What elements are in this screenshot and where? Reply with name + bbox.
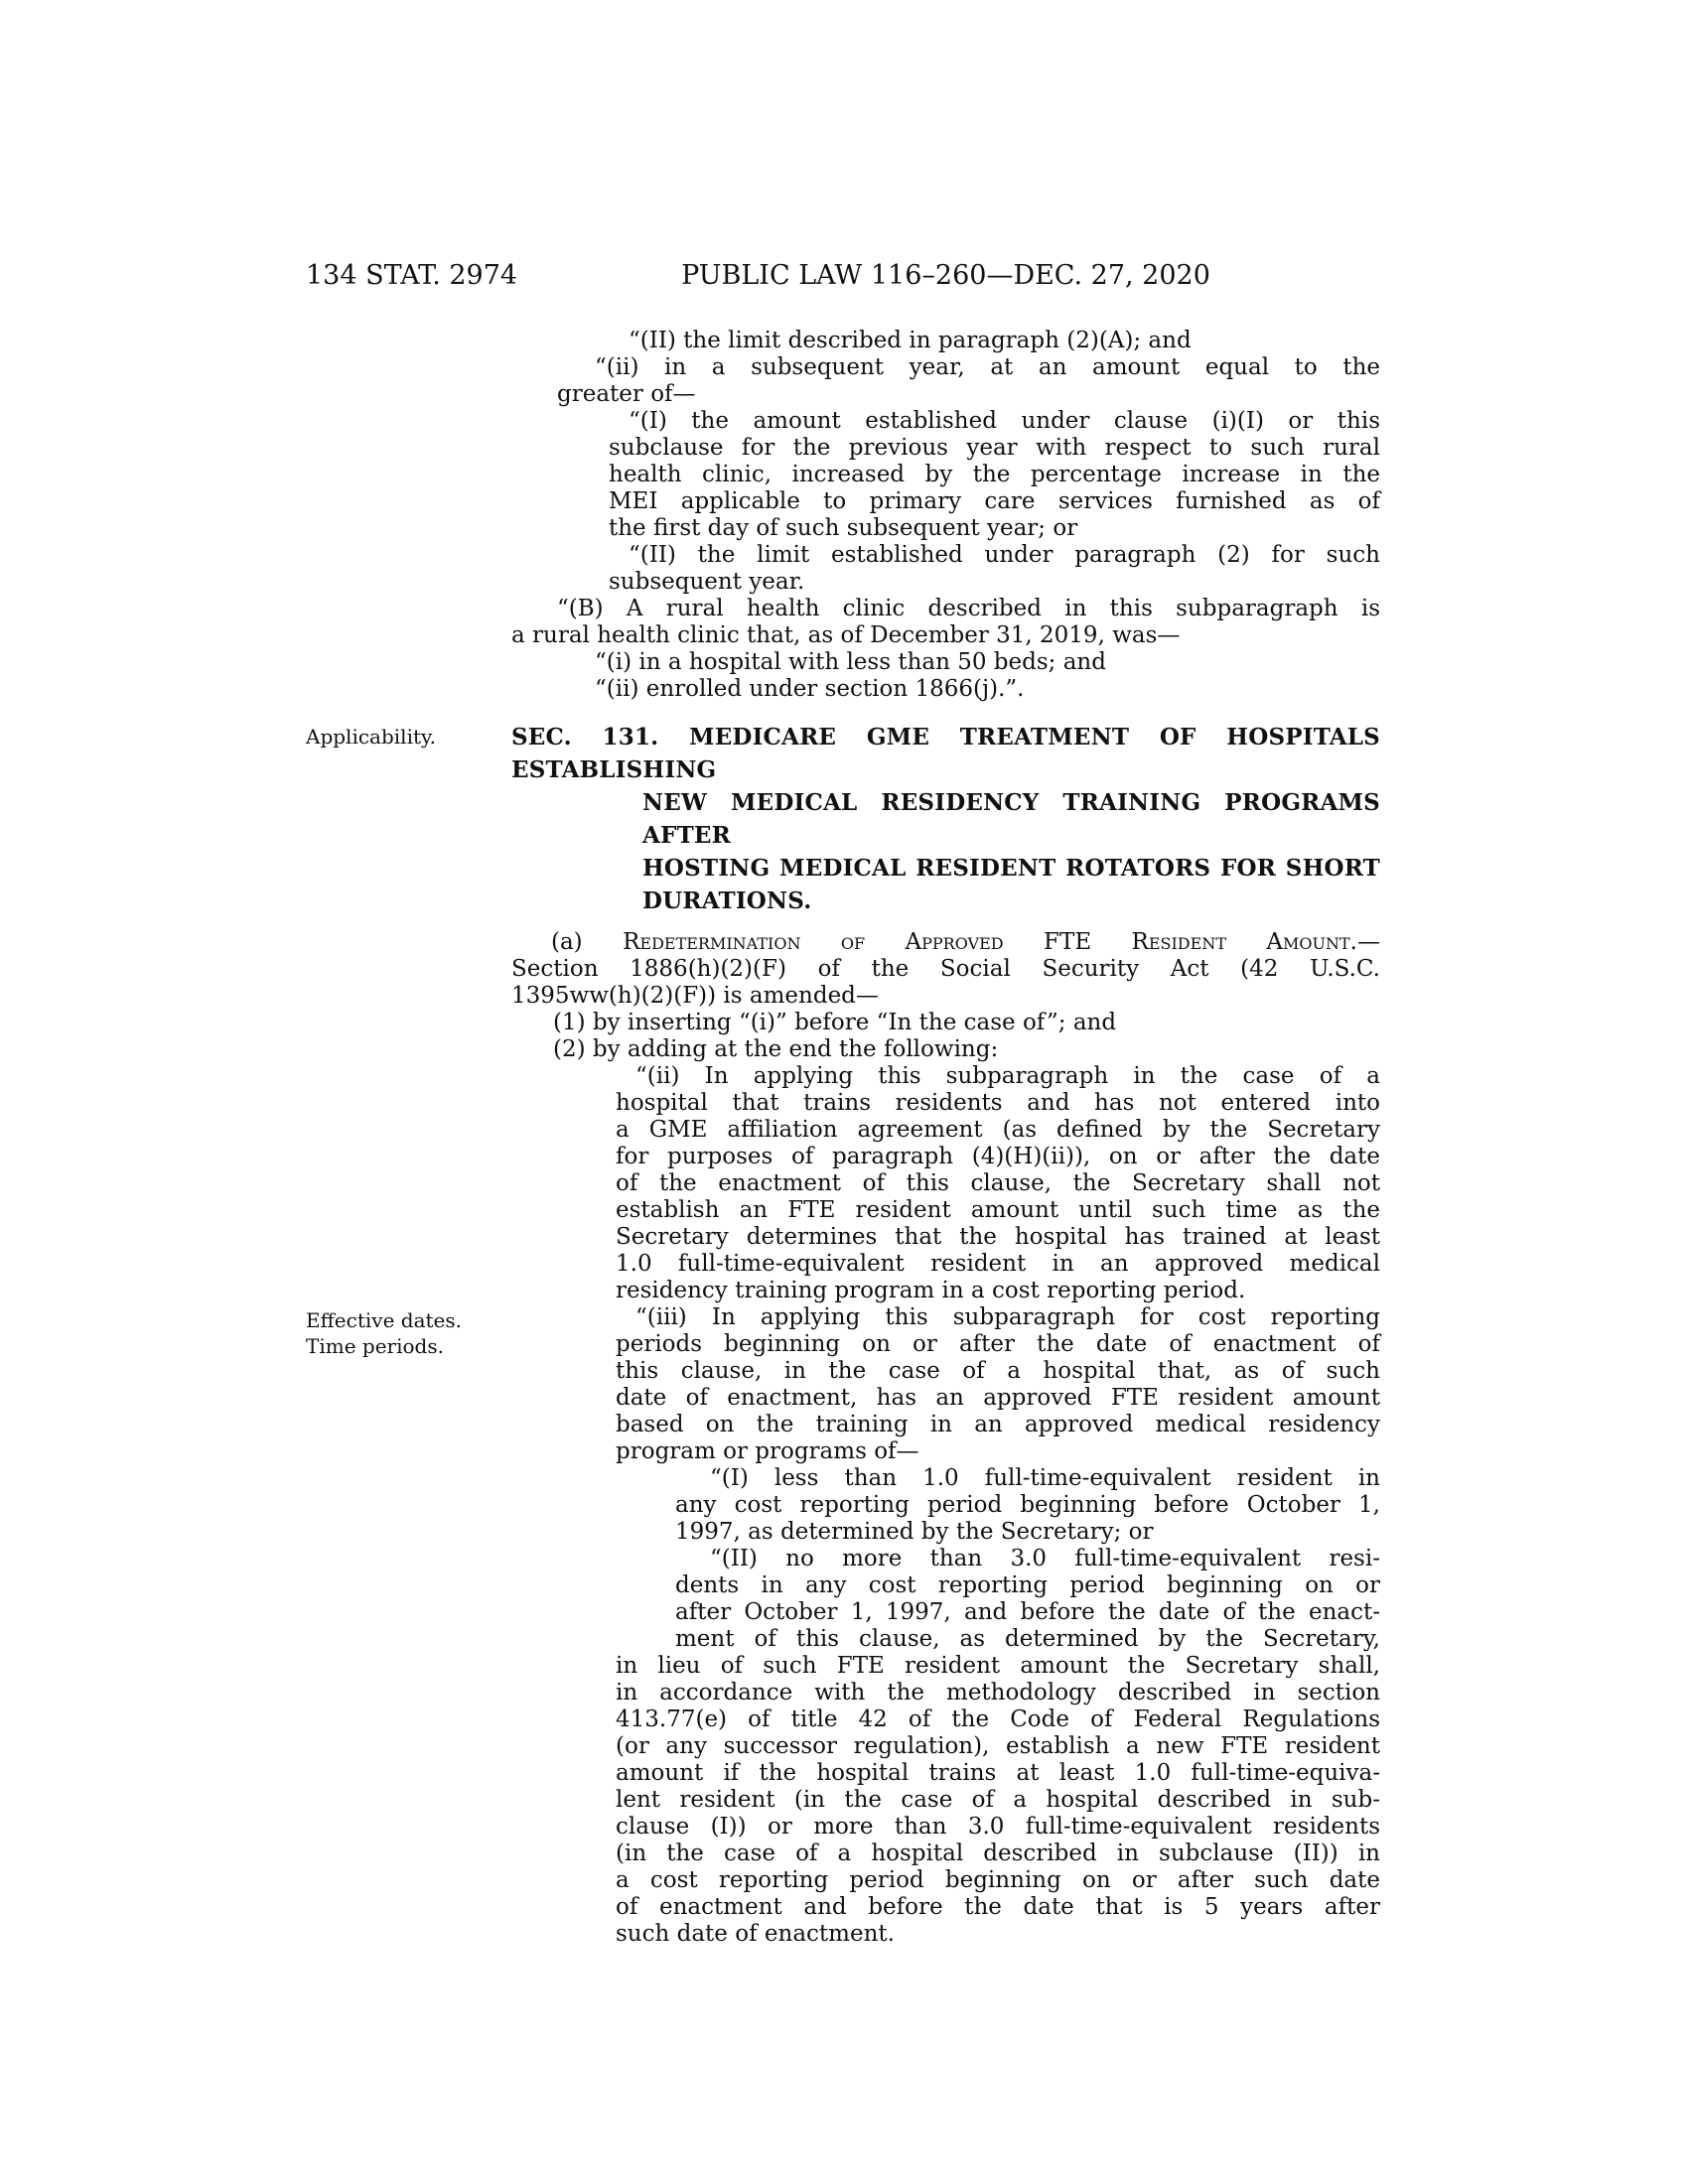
text-line: a cost reporting period beginning on or after such date [616, 1867, 1380, 1893]
section-heading [306, 721, 1380, 917]
quoted-clause-closing [511, 1653, 1380, 1948]
margin-note-line: Effective dates. [306, 1308, 462, 1332]
text-line: NEW MEDICAL RESIDENCY TRAINING PROGRAMS AFTER [642, 789, 1380, 849]
numbered-items [511, 1010, 1380, 1063]
text-line: “(B) A rural health clinic described in this subparagraph is [557, 596, 1380, 621]
text-line: “(II) no more than 3.0 full-time-equivalent resi- [710, 1546, 1380, 1571]
text-line: “(II) the limit established under paragraph (2) for such [629, 542, 1380, 568]
small-caps-text: Redetermination of Approved FTE Resident Amount.— [623, 929, 1380, 955]
text-line: based on the training in an approved medical residency [616, 1412, 1380, 1437]
text-line: health clinic, increased by the percentage increase in the [609, 462, 1380, 487]
text-line: subsequent year. [609, 569, 805, 595]
running-head [0, 260, 1688, 294]
quoted-subclause-I [511, 1465, 1380, 1546]
text-line: such date of enactment. [616, 1921, 895, 1947]
text-line: a rural health clinic that, as of December 31, 2019, was— [511, 622, 1181, 648]
text-line: establish an FTE resident amount until such time as the [616, 1197, 1380, 1223]
text-line: for purposes of paragraph (4)(H)(ii)), on or after the date [616, 1144, 1380, 1169]
text-line: “(iii) In applying this subparagraph for cost reporting [635, 1304, 1380, 1330]
text-line: after October 1, 1997, and before the date of the enact- [675, 1599, 1380, 1625]
margin-note-line: Time periods. [306, 1334, 444, 1358]
subsection-a-intro [511, 929, 1380, 1010]
text-line: “(i) in a hospital with less than 50 beds; and [595, 649, 1106, 675]
text-line: Secretary determines that the hospital has trained at least [616, 1224, 1380, 1250]
text-line: SEC. 131. MEDICARE GME TREATMENT OF HOSPITALS ESTABLISHING [511, 724, 1380, 783]
text-line: “(ii) enrolled under section 1866(j).”. [595, 676, 1025, 702]
text-line: a GME affiliation agreement (as defined by the Secretary [616, 1117, 1380, 1143]
text-line: program or programs of— [616, 1438, 919, 1464]
text-line: Section 1886(h)(2)(F) of the Social Security Act (42 U.S.C. [511, 956, 1380, 982]
text-line: greater of— [557, 381, 696, 407]
text-line: dents in any cost reporting period beginning on or [675, 1572, 1380, 1598]
text-line: amount if the hospital trains at least 1.0 full-time-equiva- [616, 1760, 1380, 1786]
margin-note [306, 1307, 494, 1359]
quoted-subclause-II [511, 1546, 1380, 1653]
text-line: “(I) less than 1.0 full-time-equivalent resident in [710, 1465, 1380, 1491]
text-line: “(ii) In applying this subparagraph in the case of a [635, 1063, 1380, 1089]
text-line [551, 929, 1380, 956]
text-line: 413.77(e) of title 42 of the Code of Federal Regulations [616, 1706, 1380, 1732]
text-line: ment of this clause, as determined by the Secretary, [675, 1626, 1380, 1652]
text-line: (2) by adding at the end the following: [553, 1036, 999, 1062]
text-line: 1.0 full-time-equivalent resident in an approved medical [616, 1251, 1380, 1277]
margin-note [306, 724, 494, 750]
text-segment: (a) [551, 929, 624, 955]
text-line: lent resident (in the case of a hospital described in sub- [616, 1787, 1380, 1813]
text-line: 1395ww(h)(2)(F)) is amended— [511, 983, 879, 1009]
stat-page-number: 134 STAT. 2974 [306, 260, 518, 291]
text-line: clause (I)) or more than 3.0 full-time-equivalent residents [616, 1814, 1380, 1840]
text-line: “(ii) in a subsequent year, at an amount equal to the [595, 354, 1380, 380]
text-line: 1997, as determined by the Secretary; or [675, 1519, 1154, 1545]
text-line: periods beginning on or after the date of enactment of [616, 1331, 1380, 1357]
margin-note-line: Applicability. [306, 725, 436, 749]
text-line: the first day of such subsequent year; or [609, 515, 1078, 541]
amendment-continuation-paragraph [511, 328, 1380, 703]
public-law-title: PUBLIC LAW 116–260—DEC. 27, 2020 [681, 260, 1210, 291]
quoted-clause-ii [511, 1063, 1380, 1304]
text-line: date of enactment, has an approved FTE resident amount [616, 1385, 1380, 1411]
text-line: any cost reporting period beginning before October 1, [675, 1492, 1380, 1518]
quoted-clause-iii [306, 1304, 1380, 1465]
text-line: “(II) the limit described in paragraph (2)(A); and [629, 328, 1192, 353]
text-line: subclause for the previous year with respect to such rural [609, 435, 1380, 461]
text-line: HOSTING MEDICAL RESIDENT ROTATORS FOR SHORT [642, 855, 1380, 882]
text-line: (or any successor regulation), establish a new FTE resident [616, 1733, 1380, 1759]
text-line: of enactment and before the date that is 5 years after [616, 1894, 1380, 1920]
text-line: (1) by inserting “(i)” before “In the case of”; and [553, 1010, 1117, 1035]
text-line: in lieu of such FTE resident amount the Secretary shall, [616, 1653, 1380, 1679]
text-line: this clause, in the case of a hospital that, as of such [616, 1358, 1380, 1384]
text-line: in accordance with the methodology described in section [616, 1680, 1380, 1706]
text-line: “(I) the amount established under clause (i)(I) or this [629, 408, 1380, 434]
document-body [306, 328, 1380, 1948]
text-line: MEI applicable to primary care services furnished as of [609, 488, 1380, 514]
text-line: residency training program in a cost reporting period. [616, 1278, 1246, 1303]
text-line: of the enactment of this clause, the Secretary shall not [616, 1170, 1380, 1196]
text-line: hospital that trains residents and has not entered into [616, 1090, 1380, 1116]
text-line: (in the case of a hospital described in subclause (II)) in [616, 1841, 1380, 1866]
text-line: DURATIONS. [642, 887, 812, 914]
